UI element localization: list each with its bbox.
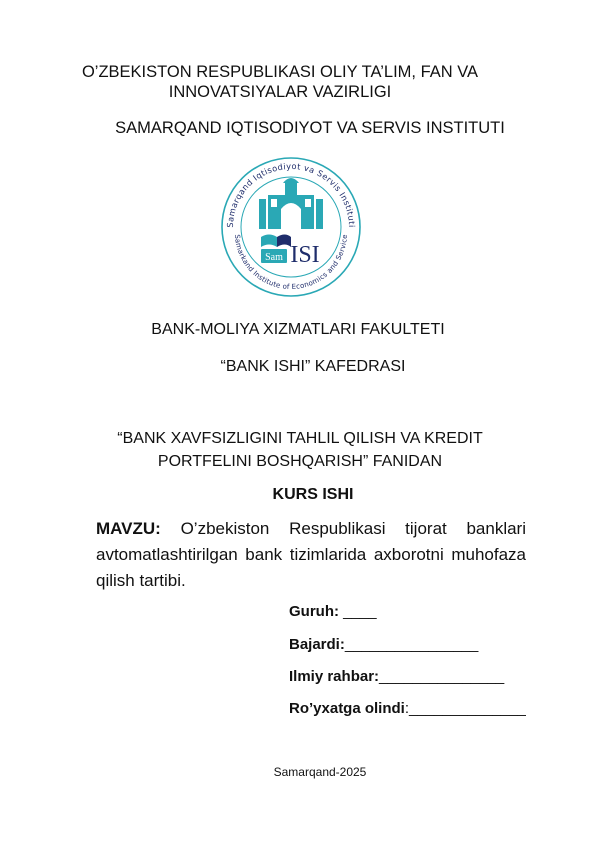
registered-field: [289, 700, 526, 718]
place-year: Samarqand-2025: [273, 765, 367, 779]
author-value: ________________: [344, 636, 479, 653]
topic-text: O’zbekiston Respublikasi tijorat banklari avtomatlashtirilgan bank tizimlarida axborotni muhofaza qilish tartibi.: [96, 519, 526, 590]
faculty-title: BANK-MOLIYA XIZMATLARI FAKULTETI: [151, 321, 445, 338]
registered-value: :______________: [404, 700, 526, 717]
ministry-title: O’ZBEKISTON RESPUBLIKASI OLIY TA’LIM, FAN VA INNOVATSIYALAR VAZIRLIGI: [81, 63, 479, 101]
author-field: [289, 636, 478, 654]
samisi-logo-icon: [219, 155, 363, 299]
advisor-value: _______________: [379, 668, 505, 685]
logo-wordmark-large: ISI: [290, 242, 320, 268]
advisor-field: [289, 668, 504, 686]
institute-title: SAMARQAND IQTISODIYOT VA SERVIS INSTITUTI: [115, 119, 505, 137]
author-label: Bajardi:: [289, 636, 345, 653]
book-icon: [261, 235, 291, 248]
work-type-title: KURS ISHI: [272, 486, 354, 503]
logo-ring-text-bottom: Samarkand Institute of Economics and Service: [232, 234, 350, 292]
registered-label: Ro’yxatga olindi: [289, 700, 405, 717]
topic-paragraph: [96, 516, 526, 594]
registan-building-icon: [259, 178, 323, 229]
logo-wordmark-small: Sam: [265, 252, 283, 263]
institute-logo: [219, 155, 363, 299]
group-label: Guruh:: [289, 603, 339, 620]
logo-ring-text-top: Samarqand Iqtisodiyot va Servis Instituti: [224, 160, 358, 228]
group-field: [289, 603, 377, 621]
department-title: “BANK ISHI” KAFEDRASI: [220, 358, 406, 375]
subject-title: “BANK XAVFSIZLIGINI TAHLIL QILISH VA KREDIT PORTFELINI BOSHQARISH” FANIDAN: [117, 430, 483, 470]
topic-label: MAVZU:: [96, 519, 161, 538]
advisor-label: Ilmiy rahbar:: [289, 668, 380, 685]
group-value: ____: [339, 603, 377, 620]
